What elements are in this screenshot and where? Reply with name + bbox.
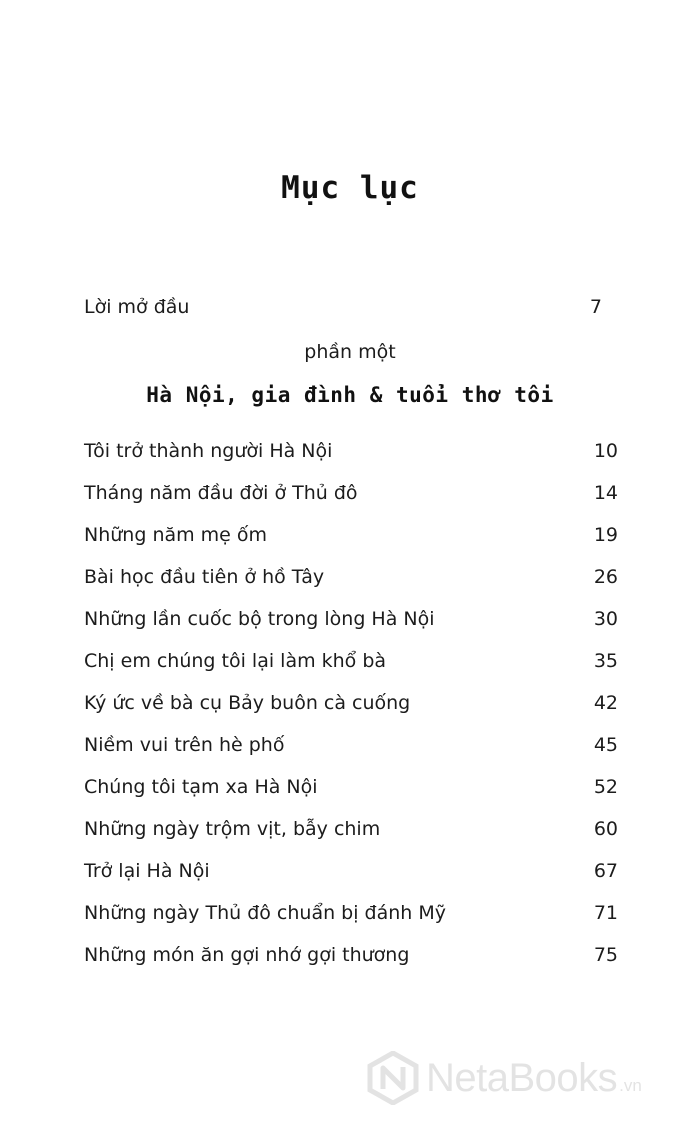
toc-entry-page: 10 [593,440,618,462]
toc-title: Mục lục [281,170,419,206]
watermark-brand: NetaBooks [426,1055,618,1100]
toc-entry[interactable] [84,608,618,638]
toc-entry-label: Những năm mẹ ốm [84,524,268,546]
toc-entry[interactable] [84,902,618,932]
toc-entry[interactable] [84,860,618,890]
toc-entry-label: Niềm vui trên hè phố [84,734,285,756]
toc-entry-page: 52 [593,776,618,798]
toc-entry-label: Ký ức về bà cụ Bảy buôn cà cuống [84,692,411,714]
toc-entry-page: 60 [593,818,618,840]
toc-entry[interactable] [84,524,618,554]
toc-entry[interactable] [84,650,618,680]
toc-entry-page: 75 [593,944,618,966]
toc-entry-page: 71 [593,902,618,924]
toc-entry-label: Chị em chúng tôi lại làm khổ bà [84,650,387,672]
toc-entry-page: 67 [593,860,618,882]
toc-entry[interactable] [84,692,618,722]
toc-entry-intro[interactable] [84,296,602,326]
toc-entry-label: Những món ăn gợi nhớ gợi thương [84,944,410,966]
toc-entry[interactable] [84,734,618,764]
toc-entry[interactable] [84,566,618,596]
toc-entry-page: 7 [589,296,602,318]
toc-entry-label: Bài học đầu tiên ở hồ Tây [84,566,325,588]
neta-logo-icon [366,1051,420,1105]
watermark-suffix: .vn [619,1076,642,1095]
toc-entry-page: 42 [593,692,618,714]
toc-entry[interactable] [84,776,618,806]
toc-entry[interactable] [84,482,618,512]
toc-entry-label: Những lần cuốc bộ trong lòng Hà Nội [84,608,435,630]
toc-entry-page: 30 [593,608,618,630]
toc-entry-label: Tôi trở thành người Hà Nội [84,440,333,462]
part-title: Hà Nội, gia đình & tuổi thơ tôi [146,383,554,407]
toc-entry-page: 45 [593,734,618,756]
toc-entry-label: Những ngày trộm vịt, bẫy chim [84,818,381,840]
toc-entry-label: Lời mở đầu [84,296,190,318]
toc-entry-page: 14 [593,482,618,504]
toc-entry-label: Trở lại Hà Nội [84,860,210,882]
toc-entry-label: Chúng tôi tạm xa Hà Nội [84,776,318,798]
toc-entry-page: 26 [593,566,618,588]
watermark [366,1048,642,1108]
toc-entry-label: Tháng năm đầu đời ở Thủ đô [84,482,358,504]
toc-entry-label: Những ngày Thủ đô chuẩn bị đánh Mỹ [84,902,447,924]
toc-entry-page: 19 [593,524,618,546]
part-label: phần một [304,341,396,363]
toc-entry[interactable] [84,944,618,974]
toc-entry[interactable] [84,818,618,848]
toc-entry[interactable] [84,440,618,470]
toc-entry-page: 35 [593,650,618,672]
